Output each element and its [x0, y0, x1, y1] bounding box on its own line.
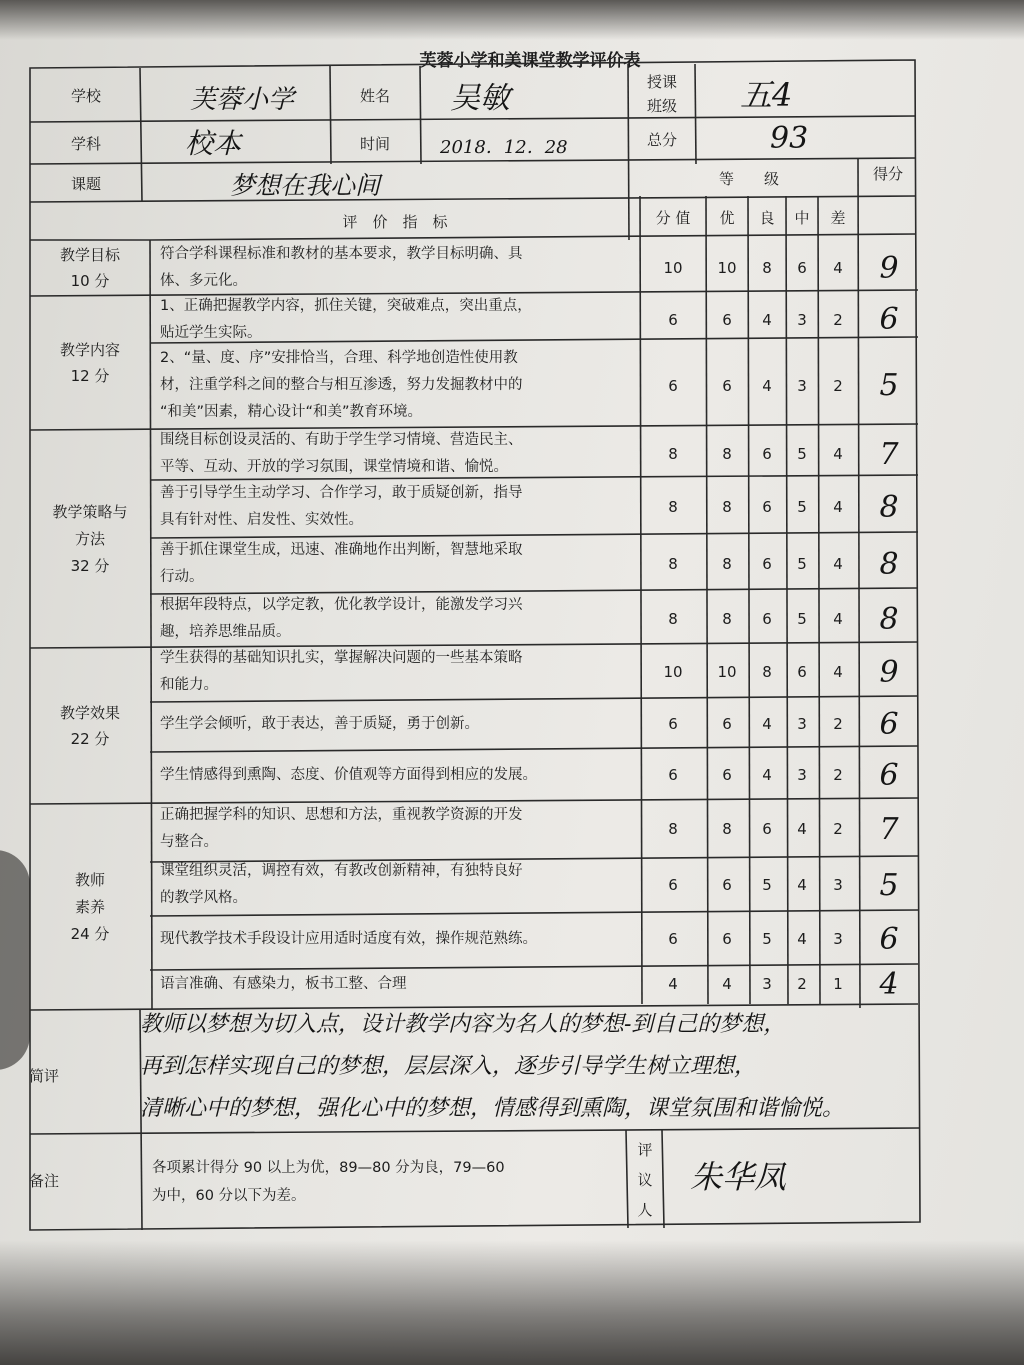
- criterion-text: [150, 912, 640, 966]
- criterion-good: 5: [762, 930, 772, 948]
- criterion-line: 趣，培养思维品质。: [160, 624, 291, 640]
- criterion-good: 6: [762, 498, 772, 516]
- criterion-line: 语言准确、有感染力，板书工整、合理: [160, 975, 407, 992]
- label-excellent: 优: [719, 208, 735, 227]
- label-reviewer-1: 评: [637, 1141, 653, 1159]
- criterion-medium: 4: [797, 930, 807, 948]
- category-effect: [30, 648, 150, 804]
- criterion-text: [150, 429, 640, 479]
- criterion-score: 8: [879, 601, 899, 637]
- label-reviewer: [628, 1132, 662, 1228]
- criterion-poor: 3: [833, 876, 843, 894]
- criterion-score: 8: [879, 489, 899, 525]
- criterion-excellent: 6: [722, 715, 732, 733]
- criterion-line: 2、“量、度、序”安排恰当，合理、科学地创造性使用教: [160, 350, 518, 366]
- criterion-line: 课堂组织灵活，调控有效，有教改创新精神，有独特良好: [160, 863, 523, 879]
- criterion-poor: 1: [833, 975, 843, 993]
- remark-line: 各项累计得分 90 以上为优，89—80 分为良，79—60: [152, 1160, 505, 1176]
- criterion-line: 贴近学生实际。: [160, 324, 262, 341]
- criterion-medium: 5: [797, 498, 807, 516]
- criterion-line: 行动。: [160, 569, 204, 585]
- criterion-value: 8: [668, 610, 678, 628]
- label-remark: 备注: [28, 1171, 59, 1190]
- label-subject: 学科: [70, 134, 101, 153]
- criterion-value: 6: [668, 766, 678, 784]
- category-content: [30, 296, 150, 430]
- criterion-poor: 3: [833, 930, 843, 948]
- criterion-excellent: 8: [722, 555, 732, 573]
- criterion-line: 根据年段特点，以学定教，优化教学设计，能激发学习兴: [160, 597, 523, 613]
- criterion-medium: 6: [797, 663, 807, 681]
- criterion-value: 8: [668, 498, 678, 516]
- criterion-excellent: 8: [722, 498, 732, 516]
- category-quality: [30, 804, 150, 1010]
- criterion-excellent: 10: [717, 259, 737, 277]
- criterion-good: 3: [762, 975, 772, 993]
- criterion-line: 学生获得的基础知识扎实，掌握解决问题的一些基本策略: [160, 650, 523, 666]
- comment-line: 清晰心中的梦想，强化心中的梦想，情感得到熏陶，课堂氛围和谐愉悦。: [140, 1096, 845, 1121]
- criterion-text: [150, 749, 640, 801]
- criterion-poor: 2: [833, 715, 843, 733]
- remark-line: 为中，60 分以下为差。: [152, 1188, 306, 1204]
- criterion-poor: 2: [833, 820, 843, 838]
- criterion-line: 材，注重学科之间的整合与相互渗透，努力发掘教材中的: [160, 377, 523, 393]
- criterion-excellent: 6: [722, 766, 732, 784]
- criterion-value: 10: [663, 663, 683, 681]
- criterion-poor: 4: [833, 663, 843, 681]
- label-total: 总分: [646, 130, 677, 149]
- criterion-line: 符合学科课程标准和教材的基本要求，教学目标明确、具: [160, 246, 523, 262]
- criterion-line: 与整合。: [160, 834, 218, 850]
- label-indicator: 评 价 指 标: [342, 212, 448, 231]
- label-school: 学校: [70, 86, 101, 105]
- criterion-medium: 3: [797, 310, 807, 329]
- criterion-medium: 3: [797, 766, 807, 784]
- value-time: 2018．12．28: [440, 137, 568, 158]
- category-points: 24 分: [70, 924, 110, 943]
- criterion-good: 5: [762, 876, 772, 894]
- photo-shadow-bottom: [0, 1240, 1024, 1365]
- label-reviewer-3: 人: [637, 1201, 653, 1219]
- category-goal: [30, 240, 150, 296]
- criterion-value: 6: [668, 376, 678, 395]
- criterion-line: 学生情感得到熏陶、态度、价值观等方面得到相应的发展。: [160, 766, 537, 783]
- label-reviewer-2: 议: [637, 1171, 653, 1189]
- value-name: 吴敏: [450, 81, 510, 116]
- criterion-text: [150, 645, 640, 699]
- criterion-score: 7: [879, 811, 899, 847]
- criterion-line: 体、多元化。: [160, 273, 247, 289]
- category-name-2: 素养: [74, 897, 105, 916]
- criterion-excellent: 8: [722, 820, 732, 838]
- criterion-score: 9: [879, 654, 899, 690]
- criterion-score: 6: [879, 757, 899, 793]
- criterion-poor: 4: [833, 610, 843, 628]
- criterion-good: 4: [762, 766, 772, 784]
- value-reviewer: 朱华凤: [690, 1158, 787, 1196]
- category-name: 教师: [74, 870, 105, 889]
- criterion-line: 正确把握学科的知识、思想和方法，重视教学资源的开发: [160, 807, 523, 823]
- criterion-excellent: 6: [722, 930, 732, 948]
- criterion-good: 4: [762, 715, 772, 733]
- category-name: 教学策略与: [52, 502, 128, 521]
- criterion-excellent: 6: [722, 876, 732, 894]
- label-topic: 课题: [70, 174, 101, 193]
- criterion-line: 具有针对性、启发性、实效性。: [160, 512, 363, 528]
- category-points: 32 分: [70, 556, 110, 575]
- criterion-excellent: 4: [722, 975, 732, 993]
- criterion-line: 善于引导学生主动学习、合作学习，敢于质疑创新，指导: [160, 485, 523, 501]
- criterion-line: 的教学风格。: [160, 890, 247, 906]
- criterion-value: 6: [668, 930, 678, 948]
- criterion-score: 6: [879, 302, 899, 337]
- criterion-medium: 3: [797, 715, 807, 733]
- criterion-poor: 2: [833, 376, 843, 395]
- criterion-text: [150, 478, 640, 536]
- comment-line: 再到怎样实现自己的梦想，层层深入，逐步引导学生树立理想，: [140, 1054, 757, 1079]
- criterion-text: [150, 592, 640, 646]
- label-good: 良: [759, 208, 775, 227]
- criterion-good: 8: [762, 663, 772, 681]
- label-comment: 简评: [28, 1066, 59, 1085]
- comment-line: 教师以梦想为切入点，设计教学内容为名人的梦想-到自己的梦想，: [140, 1012, 786, 1037]
- criterion-medium: 6: [797, 259, 807, 277]
- criterion-good: 8: [762, 259, 772, 277]
- criterion-value: 10: [663, 259, 683, 277]
- criterion-medium: 5: [797, 610, 807, 628]
- criterion-good: 6: [762, 555, 772, 573]
- label-time: 时间: [359, 134, 390, 153]
- criterion-excellent: 6: [722, 310, 732, 329]
- criterion-value: 6: [668, 715, 678, 733]
- criterion-poor: 2: [833, 310, 843, 329]
- criterion-text: [150, 342, 640, 429]
- criterion-poor: 4: [833, 555, 843, 573]
- criterion-score: 5: [879, 867, 899, 903]
- criterion-score: 7: [879, 436, 899, 472]
- criterion-text: [150, 800, 640, 858]
- criterion-line: 学生学会倾听，敢于表达，善于质疑，勇于创新。: [160, 715, 479, 732]
- criterion-poor: 4: [833, 498, 843, 516]
- category-points: 22 分: [70, 730, 110, 748]
- category-points: 12 分: [70, 367, 110, 385]
- criterion-text: [150, 965, 640, 1003]
- criterion-value: 6: [668, 876, 678, 894]
- criterion-line: 现代教学技术手段设计应用适时适度有效，操作规范熟练。: [160, 930, 537, 947]
- label-name: 姓名: [359, 86, 390, 105]
- value-subject: 校本: [185, 127, 242, 160]
- criterion-text: [150, 296, 640, 343]
- label-score-header: 得分: [872, 164, 903, 183]
- label-poor: 差: [830, 208, 846, 227]
- criterion-medium: 5: [797, 445, 807, 463]
- criterion-line: 平等、互动、开放的学习氛围，课堂情境和谐、愉悦。: [160, 459, 508, 475]
- criterion-medium: 4: [797, 876, 807, 894]
- criterion-line: 和能力。: [160, 677, 218, 693]
- label-class: 班级: [646, 96, 677, 115]
- criterion-score: 5: [879, 368, 899, 403]
- label-medium: 中: [794, 208, 810, 227]
- criterion-score: 6: [879, 921, 899, 957]
- criterion-value: 4: [668, 975, 678, 993]
- comment-text: [140, 1004, 1020, 1130]
- form-title: 芙蓉小学和美课堂教学评价表: [419, 51, 641, 71]
- criterion-value: 8: [668, 820, 678, 838]
- criterion-good: 6: [762, 820, 772, 838]
- category-name: 教学效果: [59, 704, 120, 722]
- criterion-text: [150, 858, 640, 912]
- value-topic: 梦想在我心间: [230, 171, 381, 200]
- criterion-poor: 4: [833, 259, 843, 277]
- criterion-score: 4: [879, 966, 899, 1002]
- category-points: 10 分: [70, 272, 110, 290]
- criterion-poor: 4: [833, 445, 843, 463]
- category-strategy: [30, 430, 150, 648]
- value-class: 五4: [740, 76, 793, 114]
- criterion-excellent: 10: [717, 663, 737, 681]
- category-name: 教学内容: [59, 341, 120, 359]
- criterion-value: 6: [668, 310, 678, 329]
- criterion-medium: 4: [797, 820, 807, 838]
- criterion-score: 8: [879, 546, 899, 582]
- criterion-poor: 2: [833, 766, 843, 784]
- criterion-value: 8: [668, 445, 678, 463]
- label-value: 分 值: [655, 208, 691, 227]
- label-grade-header: 等 级: [718, 169, 779, 188]
- criterion-good: 4: [762, 376, 772, 395]
- criterion-score: 6: [879, 706, 899, 742]
- remark-text: [142, 1146, 626, 1218]
- criterion-good: 6: [762, 445, 772, 463]
- criterion-text: [150, 240, 640, 296]
- criterion-line: 善于抓住课堂生成，迅速、准确地作出判断，智慧地采取: [160, 542, 523, 558]
- criterion-text: [150, 699, 640, 749]
- category-name: 教学目标: [59, 246, 120, 264]
- label-teach: 授课: [646, 72, 677, 91]
- category-name-2: 方法: [74, 529, 105, 548]
- criterion-line: 围绕目标创设灵活的、有助于学生学习情境、营造民主、: [160, 432, 523, 448]
- criterion-value: 8: [668, 555, 678, 573]
- criterion-medium: 2: [797, 975, 807, 993]
- criterion-medium: 5: [797, 555, 807, 573]
- criterion-line: 1、正确把握教学内容，抓住关键，突破难点，突出重点，: [160, 297, 532, 314]
- criterion-medium: 3: [797, 376, 807, 395]
- photo-finger-shadow: [0, 850, 30, 1070]
- criterion-good: 6: [762, 610, 772, 628]
- value-total: 93: [770, 120, 809, 156]
- criterion-text: [150, 536, 640, 592]
- criterion-excellent: 8: [722, 610, 732, 628]
- criterion-line: “和美”因素，精心设计“和美”教育环境。: [160, 404, 423, 420]
- value-school: 芙蓉小学: [190, 84, 295, 115]
- criterion-good: 4: [762, 310, 772, 329]
- criterion-score: 9: [879, 250, 899, 286]
- criterion-excellent: 6: [722, 376, 732, 395]
- criterion-excellent: 8: [722, 445, 732, 463]
